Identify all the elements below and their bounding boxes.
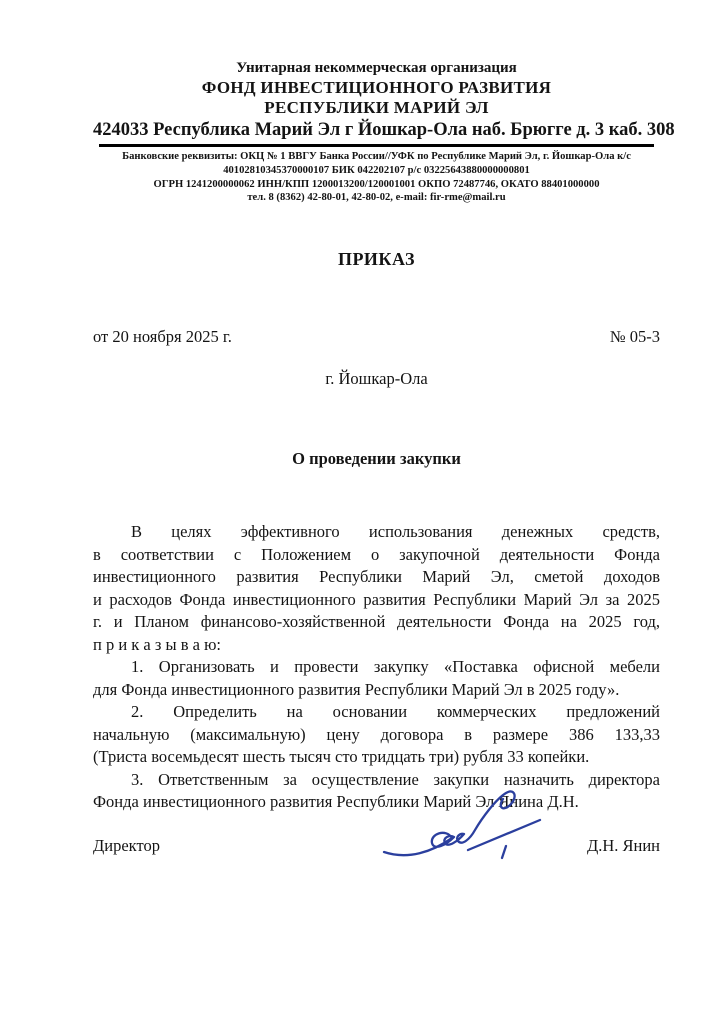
order-title: ПРИКАЗ [337,249,416,269]
signer-position-label: Директор [93,836,160,855]
order-number: № 05-3 [609,327,660,346]
preamble-line: п р и к а з ы в а ю: [93,634,222,654]
preamble-line: инвестиционного развития Республики Марий Эл, сметой доходов [93,567,660,586]
order-body [93,521,660,814]
order-city: г. Йошкар-Ола [325,369,428,388]
preamble-line: и расходов Фонда инвестиционного развития Республики Марий Эл за 2025 [93,589,660,609]
bank-details-line: 40102810345370000107 БИК 042202107 р/с 03225643880000000801 [223,164,530,176]
org-type-line: Унитарная некоммерческая организация [236,60,517,76]
letterhead-separator-rule [99,144,654,147]
signature-block [93,836,660,856]
bank-details-line: тел. 8 (8362) 42-80-01, 42-80-02, e-mail: fir-rme@mail.ru [247,192,506,204]
order-item-line: 1. Организовать и провести закупку «Поставка офисной мебели [131,657,660,676]
org-name-line-2: РЕСПУБЛИКИ МАРИЙ ЭЛ [264,98,489,117]
bank-details-line: ОГРН 1241200000062 ИНН/КПП 1200013200/120001001 ОКПО 72487746, ОКАТО 88401000000 [153,178,600,190]
order-meta-row [93,327,660,347]
order-subject: О проведении закупки [292,449,461,468]
preamble-line: в соответствии с Положением о закупочной деятельности Фонда [93,544,660,564]
signer-name: Д.Н. Янин [586,836,660,855]
org-address-line: 424033 Республика Марий Эл г Йошкар-Ола наб. Брюгге д. 3 каб. 308 [93,120,675,140]
order-item-line: начальную (максимальную) цену договора в размере 386 133,33 [93,724,660,744]
order-item-line: 3. Ответственным за осуществление закупки назначить директора [131,769,660,789]
bank-details-line: Банковские реквизиты: ОКЦ № 1 ВВГУ Банка России//УФК по Республике Марий Эл, г. Йошкар-Ола к/с [122,151,631,162]
order-item-line: (Триста восемьдесят шесть тысяч сто тридцать три) рубля 33 копейки. [93,747,590,766]
order-item-line: Фонда инвестиционного развития Республики Марий Эл Янина Д.Н. [93,792,579,811]
order-date: от 20 ноября 2025 г. [93,327,232,346]
signature-ink [378,788,563,872]
org-name-line-1: ФОНД ИНВЕСТИЦИОННОГО РАЗВИТИЯ [201,78,552,97]
preamble-line: г. и Планом финансово-хозяйственной деятельности Фонда на 2025 год, [93,612,660,631]
letterhead [93,58,675,205]
order-item-line: 2. Определить на основании коммерческих предложений [131,702,660,721]
order-item-line: для Фонда инвестиционного развития Республики Марий Эл в 2025 году». [93,679,620,699]
preamble-line: В целях эффективного использования денежных средств, [131,522,660,541]
signature-scribble-icon [378,788,563,872]
